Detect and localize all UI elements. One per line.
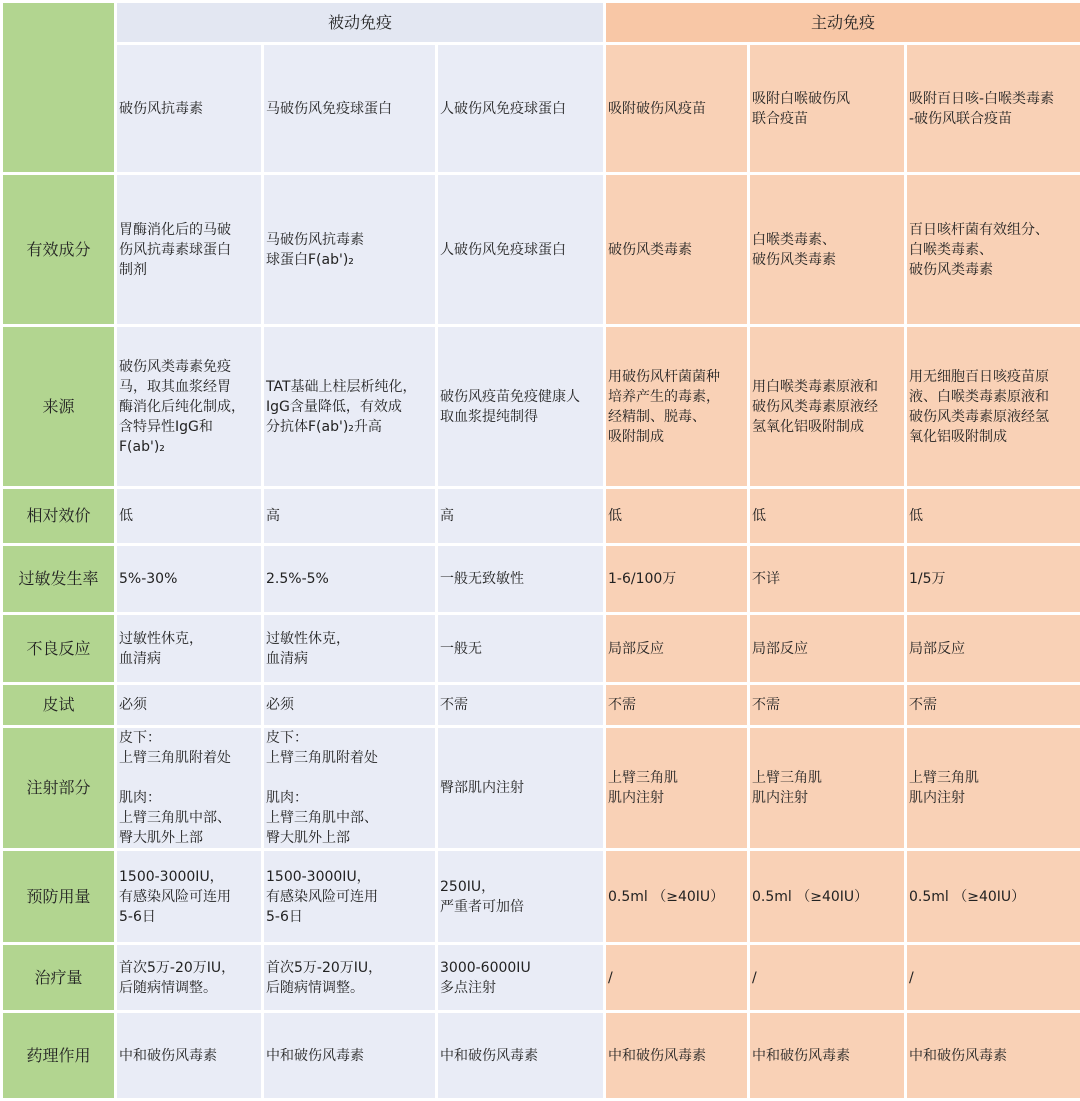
table-cell: 皮下： 上臂三角肌附着处 肌肉： 上臂三角肌中部、 臀大肌外上部 [116,727,263,850]
table-cell: 5%-30% [116,545,263,614]
row-header: 预防用量 [2,850,116,944]
row-header: 治疗量 [2,944,116,1012]
table-cell: 上臂三角肌 肌内注射 [605,727,749,850]
table-row [2,727,1080,850]
table-cell: 不需 [437,684,605,727]
table-cell: 1-6/100万 [605,545,749,614]
table-cell: 1/5万 [906,545,1080,614]
table-cell: 不需 [605,684,749,727]
column-header: 吸附百日咳-白喉类毒素 -破伤风联合疫苗 [906,44,1080,174]
row-header: 药理作用 [2,1012,116,1100]
table-cell: / [749,944,906,1012]
table-cell: / [906,944,1080,1012]
table-cell: 低 [749,488,906,545]
table-cell: 250IU， 严重者可加倍 [437,850,605,944]
table-row [2,684,1080,727]
row-header: 注射部分 [2,727,116,850]
column-header: 吸附破伤风疫苗 [605,44,749,174]
table-row [2,850,1080,944]
row-header: 相对效价 [2,488,116,545]
table-cell: 1500-3000IU， 有感染风险可连用 5-6日 [263,850,437,944]
row-header: 过敏发生率 [2,545,116,614]
table-cell: 1500-3000IU， 有感染风险可连用 5-6日 [116,850,263,944]
column-header: 破伤风抗毒素 [116,44,263,174]
table-row [2,174,1080,326]
table-cell: 破伤风类毒素免疫 马，取其血浆经胃 酶消化后纯化制成， 含特异性IgG和 F(ab')₂ [116,326,263,488]
passive-immunity-header: 被动免疫 [116,2,605,44]
table-cell: 首次5万-20万IU， 后随病情调整。 [263,944,437,1012]
table-cell: 过敏性休克， 血清病 [116,614,263,684]
table-cell: 不需 [906,684,1080,727]
table-cell: 中和破伤风毒素 [116,1012,263,1100]
table-cell: 上臂三角肌 肌内注射 [749,727,906,850]
table-cell: 局部反应 [906,614,1080,684]
table-cell: 臀部肌内注射 [437,727,605,850]
table-row [2,614,1080,684]
row-header: 来源 [2,326,116,488]
column-header: 吸附白喉破伤风 联合疫苗 [749,44,906,174]
table-cell: 局部反应 [605,614,749,684]
table-cell: 必须 [116,684,263,727]
group-header-row [2,2,1080,44]
column-header: 马破伤风免疫球蛋白 [263,44,437,174]
table-cell: 一般无 [437,614,605,684]
table-cell: 破伤风类毒素 [605,174,749,326]
product-header-row [2,44,1080,174]
table-cell: 不详 [749,545,906,614]
table-cell: 低 [605,488,749,545]
table-cell: 用破伤风杆菌菌种 培养产生的毒素， 经精制、脱毒、 吸附制成 [605,326,749,488]
table-row [2,1012,1080,1100]
corner-cell [2,2,116,174]
table-cell: TAT基础上柱层析纯化， IgG含量降低，有效成 分抗体F(ab')₂升高 [263,326,437,488]
table-cell: 不需 [749,684,906,727]
table-row [2,326,1080,488]
table-cell: 0.5ml （≥40IU） [906,850,1080,944]
table-cell: 过敏性休克， 血清病 [263,614,437,684]
table-cell: 3000-6000IU 多点注射 [437,944,605,1012]
table-cell: 人破伤风免疫球蛋白 [437,174,605,326]
table-cell: 0.5ml （≥40IU） [605,850,749,944]
row-header: 皮试 [2,684,116,727]
table-cell: 0.5ml （≥40IU） [749,850,906,944]
active-immunity-header: 主动免疫 [605,2,1080,44]
table-cell: 中和破伤风毒素 [437,1012,605,1100]
table-cell: 中和破伤风毒素 [906,1012,1080,1100]
table-cell: 高 [437,488,605,545]
table-cell: 用白喉类毒素原液和 破伤风类毒素原液经 氢氧化铝吸附制成 [749,326,906,488]
table-cell: 中和破伤风毒素 [263,1012,437,1100]
table-cell: 百日咳杆菌有效组分、 白喉类毒素、 破伤风类毒素 [906,174,1080,326]
table-cell: 2.5%-5% [263,545,437,614]
table-cell: 低 [906,488,1080,545]
table-cell: 马破伤风抗毒素 球蛋白F(ab')₂ [263,174,437,326]
table-cell: 中和破伤风毒素 [749,1012,906,1100]
table-cell: 中和破伤风毒素 [605,1012,749,1100]
table-cell: 必须 [263,684,437,727]
table-row [2,944,1080,1012]
table-row [2,488,1080,545]
table-cell: 白喉类毒素、 破伤风类毒素 [749,174,906,326]
table-cell: 用无细胞百日咳疫苗原 液、白喉类毒素原液和 破伤风类毒素原液经氢 氧化铝吸附制成 [906,326,1080,488]
table-cell: / [605,944,749,1012]
table-cell: 首次5万-20万IU， 后随病情调整。 [116,944,263,1012]
table-cell: 胃酶消化后的马破 伤风抗毒素球蛋白 制剂 [116,174,263,326]
table-cell: 局部反应 [749,614,906,684]
table-cell: 一般无致敏性 [437,545,605,614]
table-cell: 低 [116,488,263,545]
column-header: 人破伤风免疫球蛋白 [437,44,605,174]
table-cell: 上臂三角肌 肌内注射 [906,727,1080,850]
table-row [2,545,1080,614]
table-cell: 破伤风疫苗免疫健康人 取血浆提纯制得 [437,326,605,488]
row-header: 不良反应 [2,614,116,684]
row-header: 有效成分 [2,174,116,326]
table-cell: 高 [263,488,437,545]
table-cell: 皮下： 上臂三角肌附着处 肌肉： 上臂三角肌中部、 臀大肌外上部 [263,727,437,850]
